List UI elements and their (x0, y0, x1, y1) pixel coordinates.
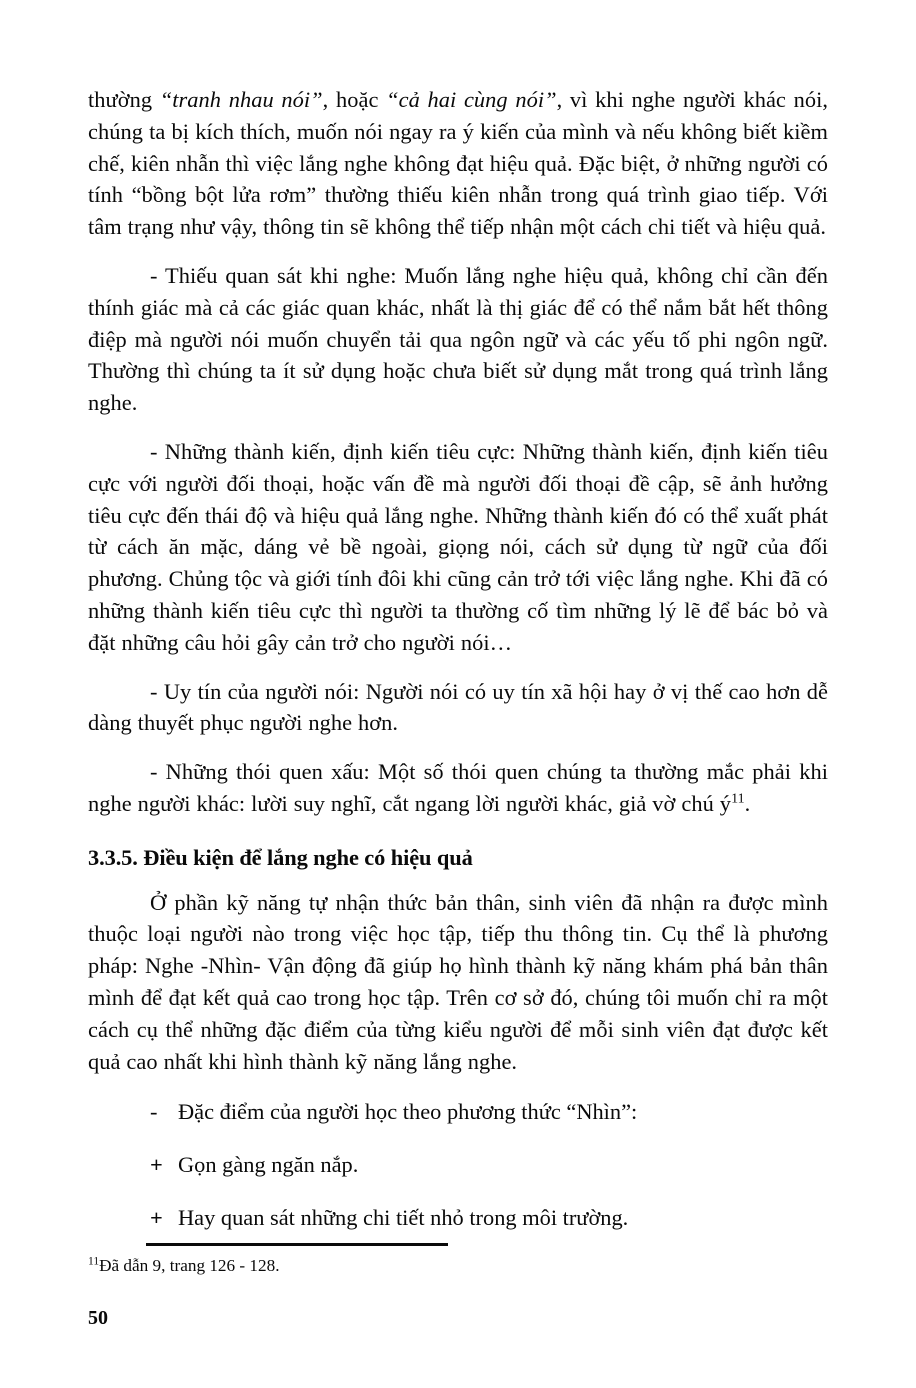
page-number: 50 (88, 1307, 108, 1329)
bullet-list (88, 1096, 828, 1233)
footnote-separator-rule (146, 1243, 448, 1246)
paragraph-thoi-quen-xau (88, 756, 828, 820)
footnote-reference-marker: 11 (731, 791, 745, 807)
paragraph-thieu-quan-sat: - Thiếu quan sát khi nghe: Muốn lắng nghe hiệu quả, không chỉ cần đến thính giác mà cả các giác quan khác, nhất là thị giác để có thể nắm bắt hết thông điệp mà người nói muốn chuyển tải qua ngôn ngữ và các yếu tố phi ngôn ngữ. Thường thì chúng ta ít sử dụng hoặc chưa biết sử dụng mắt trong quá trình lắng nghe. (88, 262, 828, 416)
section-heading-3-3-5: 3.3.5. Điều kiện để lắng nghe có hiệu quả (88, 844, 473, 870)
list-item (88, 1202, 828, 1234)
list-item-label: Hay quan sát những chi tiết nhỏ trong môi trường. (178, 1204, 629, 1230)
list-item-label: Đặc điểm của người học theo phương thức “Nhìn”: (178, 1099, 638, 1125)
paragraph-intro (88, 84, 828, 243)
footnote-area (88, 1243, 828, 1277)
paragraph-dieu-kien: Ở phần kỹ năng tự nhận thức bản thân, sinh viên đã nhận ra được mình thuộc loại người nào trong việc học tập, tiếp thu thông tin. Cụ thể là phương pháp: Nghe -Nhìn- Vận động đã giúp họ hình thành kỹ năng khám phá bản thân mình để đạt kết quả cao trong học tập. Trên cơ sở đó, chúng tôi muốn chỉ ra một cách cụ thể những đặc điểm của từng kiểu người để mỗi sinh viên đạt được kết quả cao nhất khi hình thành kỹ năng lắng nghe. (88, 889, 828, 1074)
paragraph-thanh-kien: - Những thành kiến, định kiến tiêu cực: Những thành kiến, định kiến tiêu cực với người đối thoại, hoặc vấn đề mà người đối thoại đề cập, sẽ ảnh hưởng tiêu cực đến thái độ và hiệu quả lắng nghe. Những thành kiến đó có thể xuất phát từ cách ăn mặc, dáng vẻ bề ngoài, giọng nói, cách sử dụng từ ngữ của đối phương. Chủng tộc và giới tính đôi khi cũng cản trở tới việc lắng nghe. Khi đã có những thành kiến tiêu cực thì người ta thường cố tìm những lý lẽ để bác bỏ và đặt những câu hỏi gây cản trở cho người nói… (88, 438, 828, 655)
list-marker-plus: + (150, 1152, 163, 1178)
footnote-number: 11 (88, 1255, 100, 1268)
paragraph-uy-tin: - Uy tín của người nói: Người nói có uy tín xã hội hay ở vị thế cao hơn dễ dàng thuyết phục người nghe hơn. (88, 678, 828, 736)
list-marker-plus: + (150, 1204, 163, 1230)
footnote-text (88, 1255, 828, 1277)
list-item (88, 1096, 828, 1128)
paragraph-intro-mid: , hoặc (322, 87, 387, 112)
paragraph-intro-lead: thường (88, 87, 160, 112)
paragraph-thoi-quen-xau-tail: . (744, 790, 751, 816)
list-marker-dash: - (150, 1099, 158, 1125)
paragraph-intro-rest: , vì khi nghe người khác nói, chúng ta bị kích thích, muốn nói ngay ra ý kiến của mình và nếu không biết kiềm chế, kiên nhẫn thì việc lắng nghe không đạt hiệu quả. Đặc biệt, ở những người có tính “bồng bột lửa rơm” thường thiếu kiên nhẫn trong quá trình giao tiếp. Với tâm trạng như vậy, thông tin sẽ không thể tiếp nhận một cách chi tiết và hiệu quả. (88, 87, 828, 240)
list-item-label: Gọn gàng ngăn nắp. (178, 1152, 359, 1178)
quoted-phrase-two: “cả hai cùng nói” (386, 87, 557, 112)
paragraph-thoi-quen-xau-text: - Những thói quen xấu: Một số thói quen chúng ta thường mắc phải khi nghe người khác: lười suy nghĩ, cắt ngang lời người khác, giả vờ chú ý (88, 759, 828, 816)
page-content (88, 84, 828, 1255)
footnote-citation: Đã dẫn 9, trang 126 - 128. (99, 1256, 280, 1275)
list-item (88, 1149, 828, 1181)
quoted-phrase-one: “tranh nhau nói” (159, 87, 323, 112)
